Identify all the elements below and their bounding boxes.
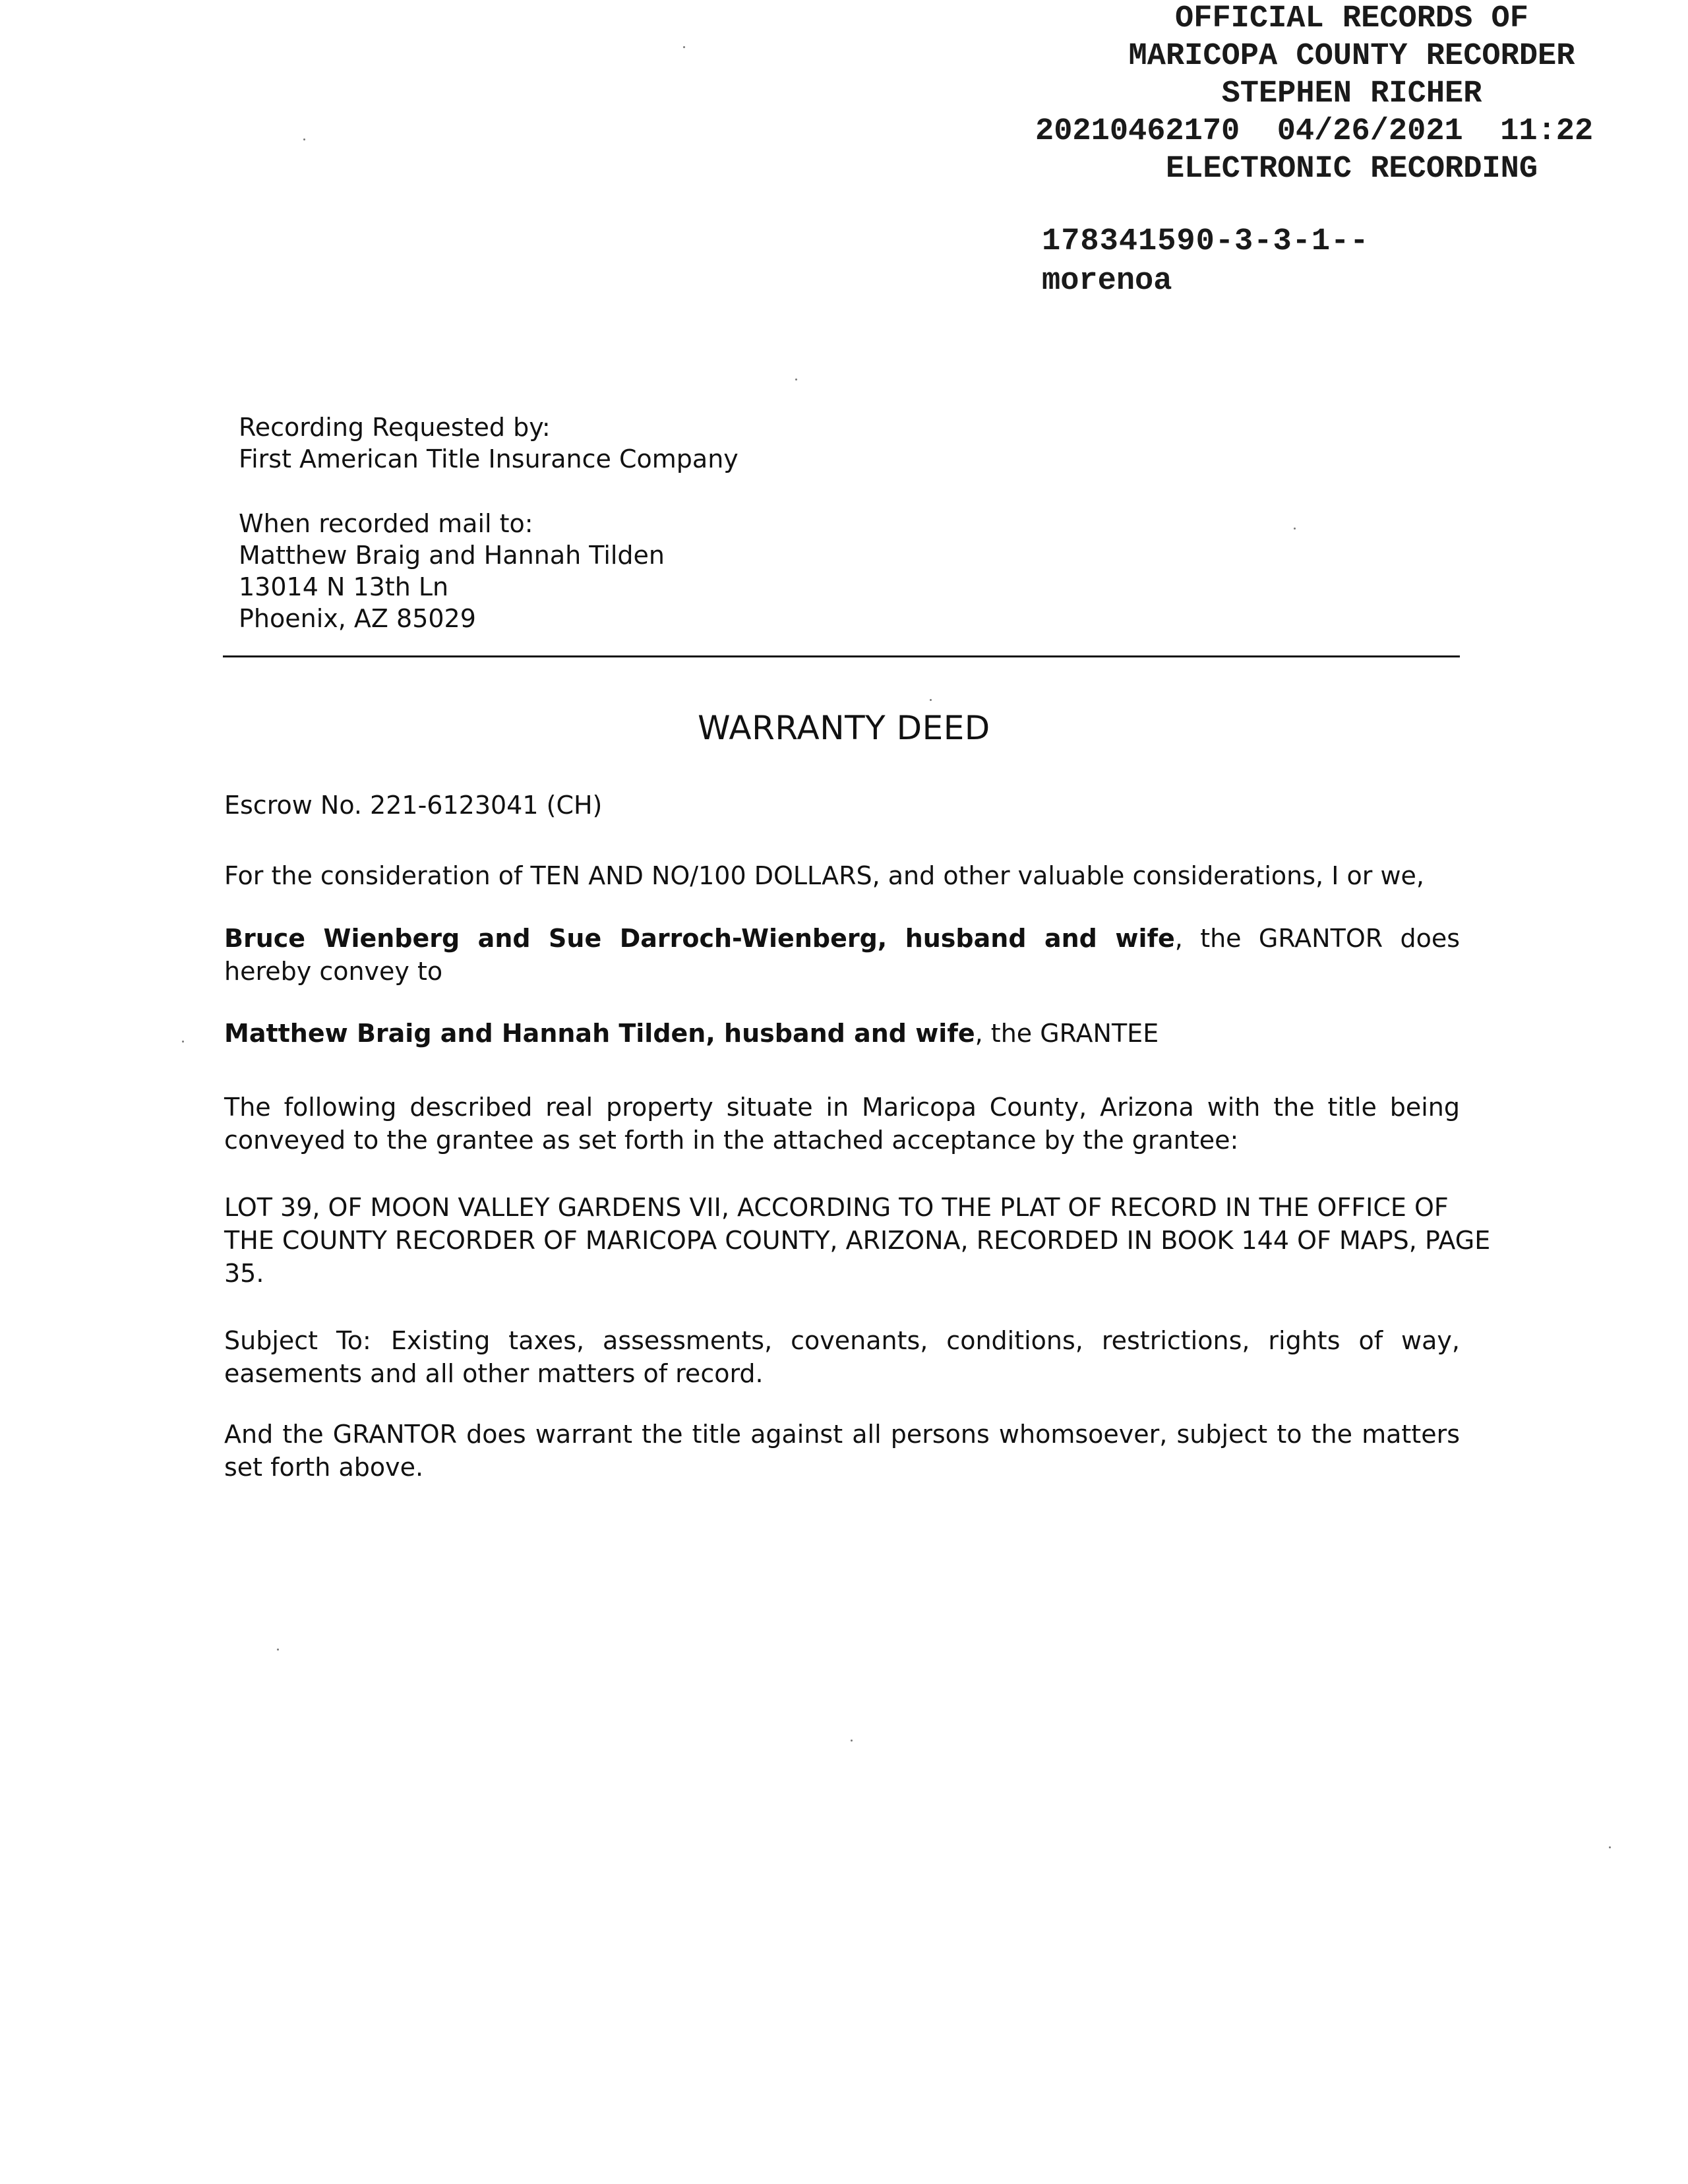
subject-to-paragraph <box>224 1324 1460 1390</box>
mail-to-street: 13014 N 13th Ln <box>239 572 449 601</box>
mail-to-label: When recorded mail to: <box>239 509 533 538</box>
stamp-reference-number: 178341590-3-3-1-- <box>1042 224 1370 259</box>
recording-time: 11:22 <box>1500 114 1594 149</box>
consideration-paragraph: For the consideration of TEN AND NO/100 DOLLARS, and other valuable considerations, I or we, <box>224 861 1424 890</box>
recorder-stamp <box>1029 0 1675 299</box>
recording-requested-block <box>239 411 738 475</box>
grantee-names: Matthew Braig and Hannah Tilden, husband and wife <box>224 1019 975 1048</box>
stamp-line-county-recorder: MARICOPA COUNTY RECORDER <box>1128 39 1575 74</box>
mail-to-names: Matthew Braig and Hannah Tilden <box>239 541 665 570</box>
stamp-user-id: morenoa <box>1042 264 1172 299</box>
scan-speck <box>1294 528 1296 530</box>
scan-speck <box>303 138 305 140</box>
stamp-line-recorder-name: STEPHEN RICHER <box>1221 76 1482 111</box>
subject-to-label: Subject To: <box>224 1326 371 1355</box>
legal-description-line: LOT 39, OF MOON VALLEY GARDENS VII, ACCORDING TO THE PLAT OF RECORD IN THE OFFICE OF <box>224 1193 1449 1222</box>
mail-to-city-state-zip: Phoenix, AZ 85029 <box>239 604 476 633</box>
stamp-line-official-records: OFFICIAL RECORDS OF <box>1175 1 1528 36</box>
document-title: WARRANTY DEED <box>698 709 990 747</box>
scan-speck <box>683 46 685 48</box>
legal-description <box>224 1191 1491 1290</box>
document-number: 20210462170 <box>1035 114 1240 149</box>
scan-speck <box>930 699 932 701</box>
grantor-paragraph <box>224 922 1460 988</box>
property-intro-paragraph: The following described real property situate in Maricopa County, Arizona with the title being conveyed to the grantee as set forth in the attached acceptance by the grantee: <box>224 1093 1460 1155</box>
recording-date: 04/26/2021 <box>1277 114 1463 149</box>
scan-speck <box>277 1649 279 1651</box>
scan-speck <box>851 1740 853 1742</box>
grantee-text: , the GRANTEE <box>975 1019 1159 1048</box>
grantor-names: Bruce Wienberg and Sue Darroch-Wienberg, husband and wife <box>224 924 1175 953</box>
stamp-line-electronic-recording: ELECTRONIC RECORDING <box>1165 152 1538 187</box>
recording-requested-label: Recording Requested by: <box>239 413 551 442</box>
grantor-text: , the GRANTOR does hereby convey to <box>224 924 1460 986</box>
stamp-line-record-info <box>1029 113 1675 150</box>
escrow-number: Escrow No. 221-6123041 (CH) <box>224 791 603 820</box>
scan-speck <box>182 1041 184 1043</box>
mail-to-block <box>239 508 665 634</box>
header-divider <box>223 655 1460 657</box>
scan-speck <box>1609 1846 1611 1848</box>
legal-description-line: 35. <box>224 1259 264 1288</box>
grantee-paragraph <box>224 1017 1460 1050</box>
subject-to-text: Existing taxes, assessments, covenants, conditions, restrictions, rights of way, easements and all other matters of record. <box>224 1326 1460 1388</box>
warranty-paragraph: And the GRANTOR does warrant the title against all persons whomsoever, subject to the matters set forth above. <box>224 1420 1460 1482</box>
legal-description-line: THE COUNTY RECORDER OF MARICOPA COUNTY, ARIZONA, RECORDED IN BOOK 144 OF MAPS, PAGE <box>224 1226 1491 1255</box>
scan-speck <box>795 379 797 380</box>
recording-requested-company: First American Title Insurance Company <box>239 444 738 473</box>
